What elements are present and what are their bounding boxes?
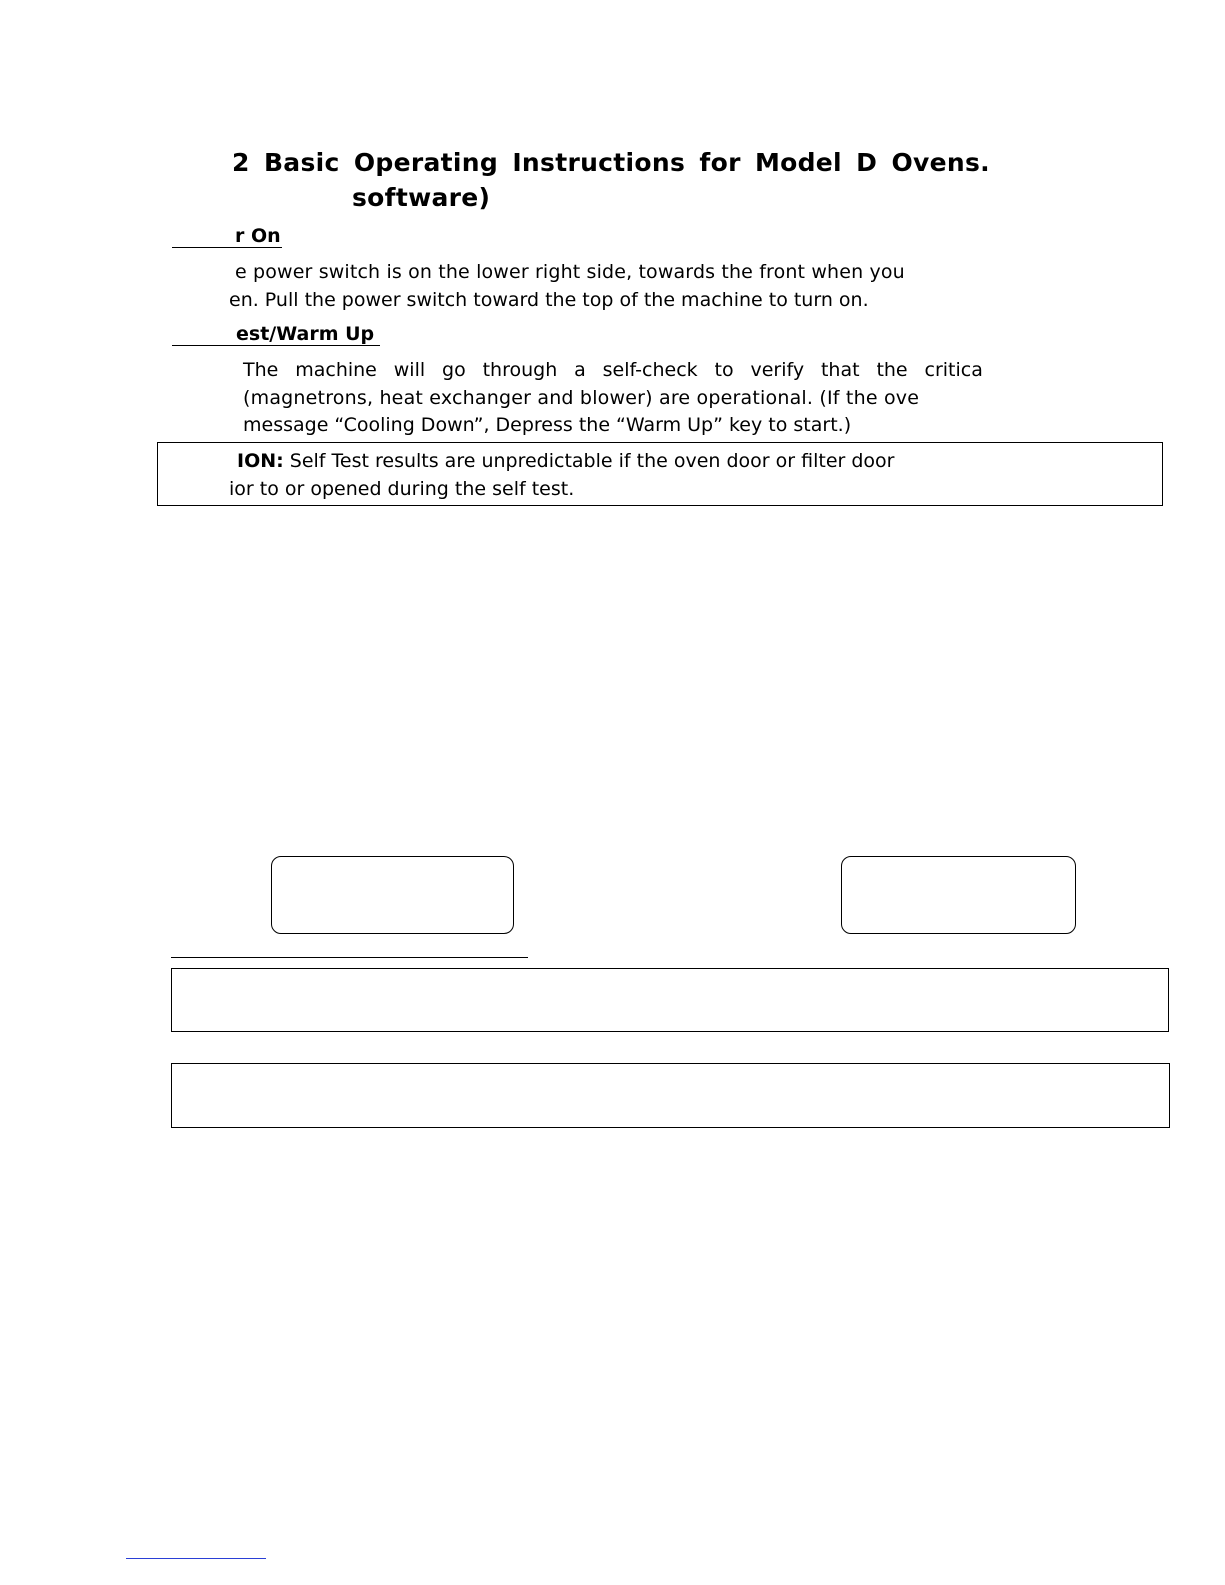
self-test-word: verify xyxy=(750,359,805,381)
caution-label: ION: xyxy=(237,450,284,472)
title-word: for xyxy=(699,148,741,177)
message-box-2 xyxy=(171,1063,1170,1128)
self-test-word: self-check xyxy=(602,359,698,381)
self-test-word: critica xyxy=(924,359,983,381)
title-word: 2 xyxy=(232,148,250,177)
self-test-heading: est/Warm Up xyxy=(236,323,375,345)
power-on-line-1: e power switch is on the lower right side, towards the front when you xyxy=(235,261,905,283)
page-title xyxy=(232,148,990,177)
self-test-line-3: message “Cooling Down”, Depress the “Warm Up” key to start.) xyxy=(243,414,852,436)
self-test-word: that xyxy=(820,359,860,381)
title-word: Basic xyxy=(263,148,340,177)
power-on-line-2: en. Pull the power switch toward the top of the machine to turn on. xyxy=(229,289,869,311)
self-test-word: to xyxy=(714,359,734,381)
display-box-left xyxy=(271,856,514,934)
title-word: D xyxy=(856,148,878,177)
title-word: Instructions xyxy=(512,148,686,177)
self-test-line-1 xyxy=(243,356,983,384)
self-test-word: The xyxy=(243,359,279,381)
title-word: Ovens. xyxy=(891,148,990,177)
self-test-line-2: (magnetrons, heat exchanger and blower) are operational. (If the ove xyxy=(243,387,920,409)
page-title-continuation: software) xyxy=(352,183,491,212)
caution-line-2: ior to or opened during the self test. xyxy=(229,478,575,500)
title-word: Model xyxy=(754,148,842,177)
self-test-word: through xyxy=(482,359,558,381)
footer-link-underline[interactable] xyxy=(126,1558,266,1559)
self-test-word: go xyxy=(442,359,466,381)
title-word: Operating xyxy=(353,148,499,177)
self-test-word: will xyxy=(393,359,426,381)
self-test-word: machine xyxy=(295,359,377,381)
self-test-word: the xyxy=(876,359,908,381)
caution-line-1 xyxy=(237,447,894,475)
caution-text-1: Self Test results are unpredictable if the oven door or filter door xyxy=(283,450,895,472)
display-box-right xyxy=(841,856,1076,934)
self-test-word: a xyxy=(574,359,586,381)
section-divider xyxy=(171,957,528,958)
power-on-heading: r On xyxy=(235,225,281,247)
message-box-1 xyxy=(171,968,1169,1032)
